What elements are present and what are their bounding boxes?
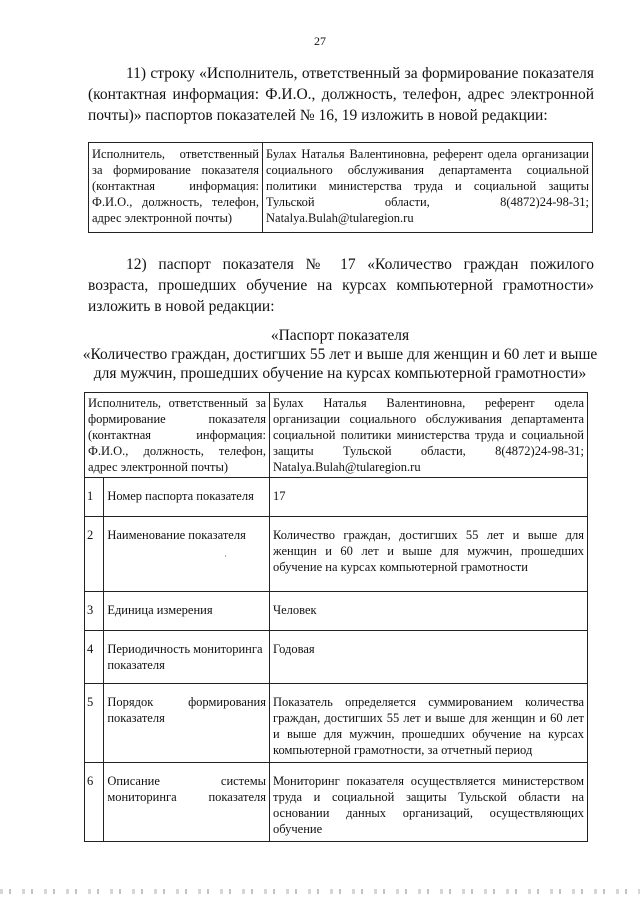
row-value: Годовая (270, 631, 588, 684)
scan-speck: · (224, 552, 227, 561)
row-label: Описание системы мониторинга показателя (104, 763, 270, 842)
row-label: Единица измерения (104, 592, 270, 631)
table-row (85, 517, 588, 592)
row-label-cell (104, 517, 270, 592)
table-row (85, 631, 588, 684)
item-12-paragraph: 12) паспорт показателя № 17 «Количество граждан пожилого возраста, прошедших обучение на курсах компьютерной грамотности» изложить в новой редакции: (88, 256, 594, 315)
table-row (85, 478, 588, 517)
passport-subtitle: «Количество граждан, достигших 55 лет и выше для женщин и 60 лет и выше для мужчин, прошедших обучение на курсах компьютерной грамотности» (82, 346, 598, 382)
table-row (85, 763, 588, 842)
row-number: 2 (85, 517, 104, 592)
row-label: Порядок формирования показателя (104, 684, 270, 763)
table-row (85, 684, 588, 763)
page-number: 27 (314, 34, 326, 48)
row-number: 1 (85, 478, 104, 517)
passport-title: «Паспорт показателя (270, 327, 410, 344)
passport-table (84, 392, 588, 842)
scan-artifact-strip (0, 889, 640, 894)
row-number: 3 (85, 592, 104, 631)
passport-executor-value-cell: Булах Наталья Валентиновна, референт одела организации социального обслуживания департамента социальной политики министерства труда и социальной защиты Тульской области, 8(4872)24-98-31; Natalya.Bulah@tularegion.ru (270, 393, 588, 478)
executor-value-cell: Булах Наталья Валентиновна, референт одела организации социального обслуживания департамента социальной политики министерства труда и социальной защиты Тульской области, 8(4872)24-98-31; Natalya.Bulah@tularegion.ru (263, 143, 593, 233)
row-value: Человек (270, 592, 588, 631)
row-value: 17 (270, 478, 588, 517)
row-value: Количество граждан, достигших 55 лет и выше для женщин и 60 лет и выше для мужчин, прошедших обучение на курсах компьютерной грамотности (270, 517, 588, 592)
item-11-paragraph: 11) строку «Исполнитель, ответственный за формирование показателя (контактная информация: Ф.И.О., должность, телефон, адрес электронной почты)» паспортов показателей № 16, 19 изложить в новой редакции: (88, 65, 594, 124)
row-label: Периодичность мониторинга показателя (104, 631, 270, 684)
table-row (89, 143, 593, 233)
table-row (85, 592, 588, 631)
row-label: Номер паспорта показателя (104, 478, 270, 517)
passport-executor-label-cell: Исполнитель, ответственный за формирование показателя (контактная информация: Ф.И.О., должность, телефон, адрес электронной почты) (85, 393, 270, 478)
row-number: 5 (85, 684, 104, 763)
table-row (85, 393, 588, 478)
executor-table-item-11 (88, 142, 593, 233)
executor-label-cell: Исполнитель, ответственный за формирование показателя (контактная информация: Ф.И.О., должность, телефон, адрес электронной почты) (89, 143, 263, 233)
row-number: 6 (85, 763, 104, 842)
row-value: Мониторинг показателя осуществляется министерством труда и социальной защиты Тульской области на основании данных организаций, осуществляющих обучение (270, 763, 588, 842)
row-number: 4 (85, 631, 104, 684)
row-value: Показатель определяется суммированием количества граждан, достигших 55 лет и выше для женщин и 60 лет и выше для мужчин, прошедших обучение на курсах компьютерной грамотности, за отчетный период (270, 684, 588, 763)
row-label: Наименование показателя (107, 528, 246, 542)
